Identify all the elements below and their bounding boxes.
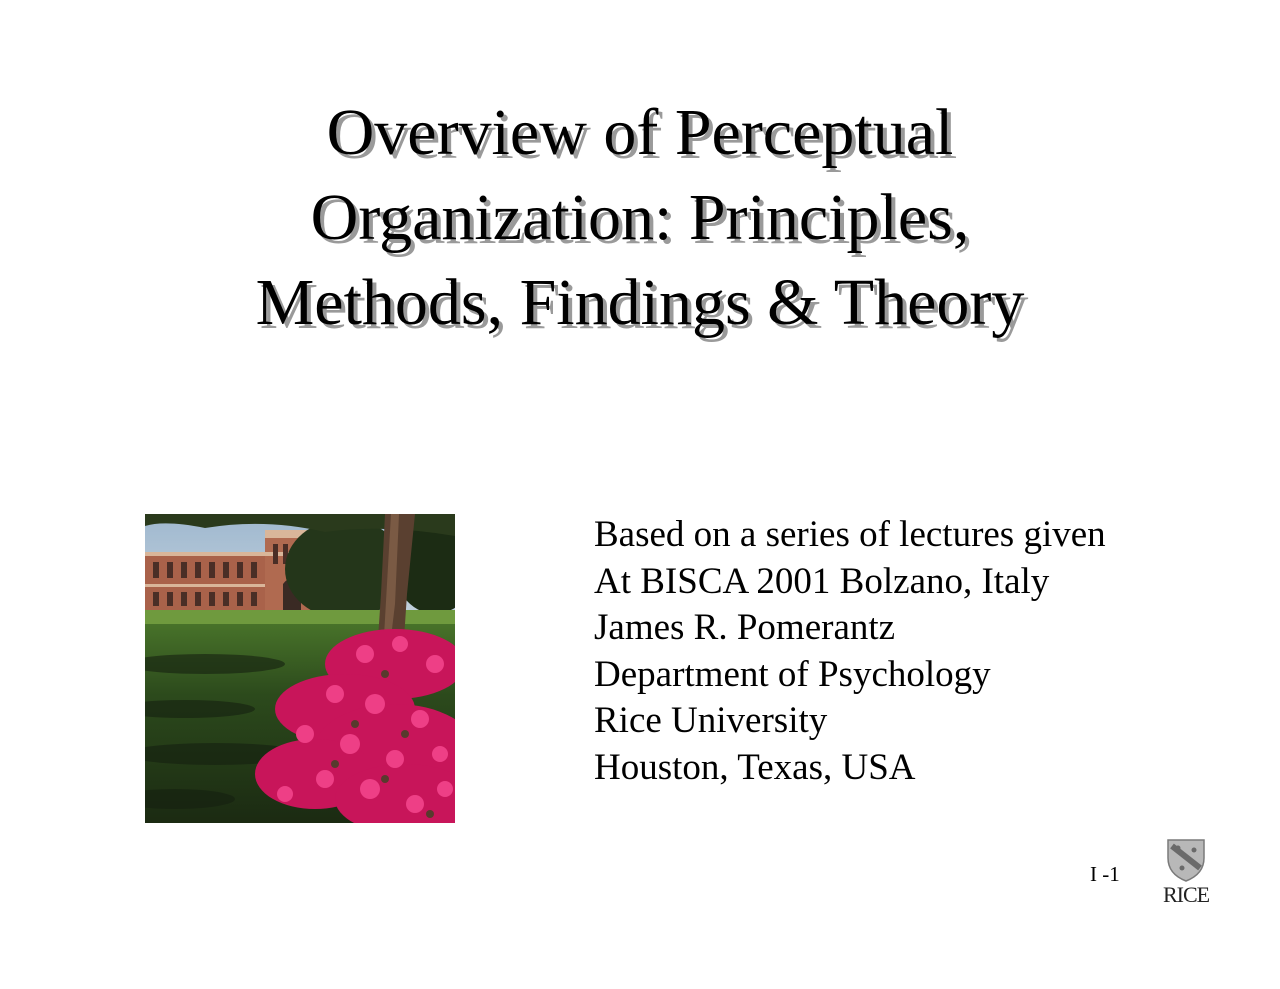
rice-wordmark: RICE <box>1162 882 1210 907</box>
credit-line: Rice University <box>594 700 828 741</box>
title-line-3: Methods, Findings & Theory <box>255 266 1025 339</box>
campus-photo <box>145 514 455 823</box>
title-line-1: Overview of Perceptual <box>326 96 954 169</box>
lecture-credits <box>594 512 1106 791</box>
title-line-2: Organization: Principles, <box>310 181 970 254</box>
credit-line: At BISCA 2001 Bolzano, Italy <box>594 560 1050 602</box>
page-number: I -1 <box>1090 862 1120 886</box>
credit-line: Based on a series of lectures given <box>594 514 1106 555</box>
credit-line: James R. Pomerantz <box>594 607 896 648</box>
credit-line: Houston, Texas, USA <box>594 746 916 788</box>
slide-title <box>0 90 1280 345</box>
rice-logo <box>1158 838 1214 910</box>
rice-shield-icon <box>1158 838 1214 882</box>
credit-line: Department of Psychology <box>594 653 991 695</box>
